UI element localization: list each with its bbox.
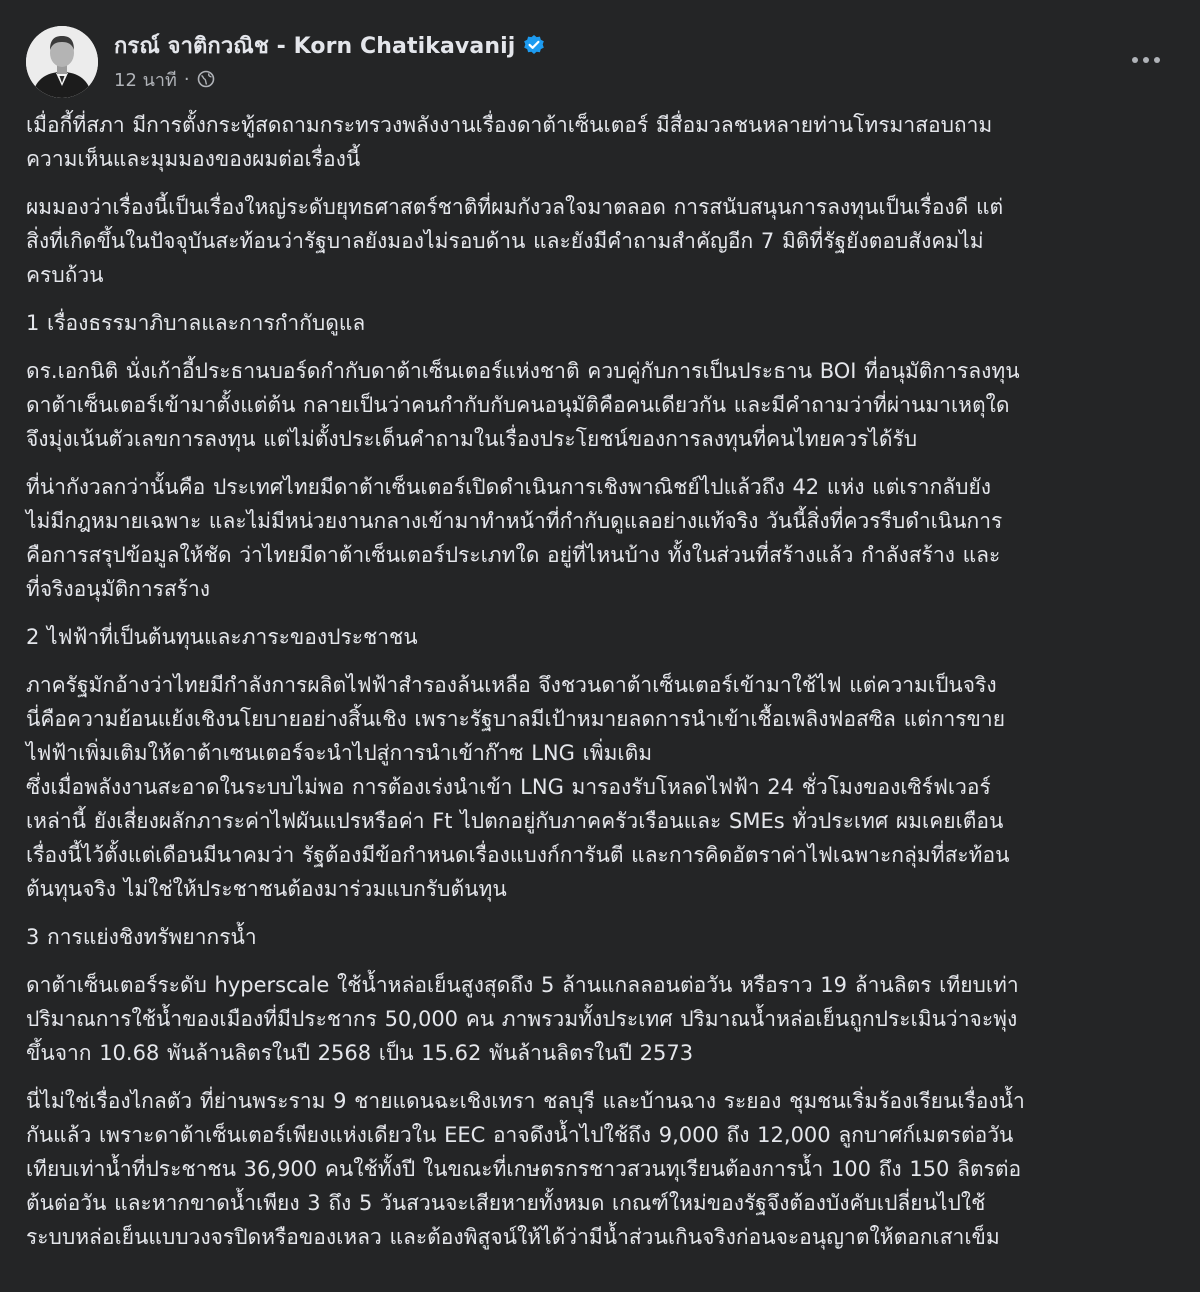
globe-icon[interactable] [197, 70, 215, 88]
paragraph-line: ซึ่งเมื่อพลังงานสะอาดในระบบไม่พอ การต้องเร่งนำเข้า LNG มารองรับโหลดไฟฟ้า 24 ชั่วโมงของเซิร์ฟเวอร์ [26, 775, 991, 799]
paragraph-line: ที่น่ากังวลกว่านั้นคือ ประเทศไทยมีดาต้าเซ็นเตอร์เปิดดำเนินการเชิงพาณิชย์ไปแล้วถึง 42 แห่ง แต่เรากลับยัง [26, 475, 992, 499]
post-paragraph [26, 920, 1176, 954]
post-timestamp[interactable]: 12 นาที [114, 69, 177, 91]
paragraph-line: ผมมองว่าเรื่องนี้เป็นเรื่องใหญ่ระดับยุทธศาสตร์ชาติที่ผมกังวลใจมาตลอด การสนับสนุนการลงทุนเป็นเรื่องดี แต่ [26, 195, 1004, 219]
paragraph-line: ดาต้าเซ็นเตอร์ระดับ hyperscale ใช้น้ำหล่อเย็นสูงสุดถึง 5 ล้านแกลลอนต่อวัน หรือราว 19 ล้านลิตร เทียบเท่า [26, 973, 1019, 997]
more-horizontal-icon [1131, 56, 1161, 64]
paragraph-line: ปริมาณการใช้น้ำของเมืองที่มีประชากร 50,000 คน ภาพรวมทั้งประเทศ ปริมาณน้ำหล่อเย็นถูกประเมินว่าจะพุ่ง [26, 1007, 1018, 1031]
post-paragraph [26, 306, 1176, 340]
post-paragraph [26, 354, 1176, 456]
paragraph-line: กันแล้ว เพราะดาต้าเซ็นเตอร์เพียงแห่งเดียวใน EEC อาจดึงน้ำไปใช้ถึง 9,000 ถึง 12,000 ลูกบาศก์เมตรต่อวัน [26, 1123, 1014, 1147]
paragraph-line: เทียบเท่าน้ำที่ประชาชน 36,900 คนใช้ทั้งปี ในขณะที่เกษตรกรชาวสวนทุเรียนต้องการน้ำ 100 ถึง 150 ลิตรต่อ [26, 1157, 1022, 1181]
paragraph-line: นี่คือความย้อนแย้งเชิงนโยบายอย่างสิ้นเชิง เพราะรัฐบาลมีเป้าหมายลดการนำเข้าเชื้อเพลิงฟอสซิล แต่การขาย [26, 707, 1006, 731]
paragraph-line: 2 ไฟฟ้าที่เป็นต้นทุนและภาระของประชาชน [26, 625, 418, 649]
paragraph-line: จึงมุ่งเน้นตัวเลขการลงทุน แต่ไม่ตั้งประเด็นคำถามในเรื่องประโยชน์ของการลงทุนที่คนไทยควรได้รับ [26, 427, 918, 451]
paragraph-line: ที่จริงอนุมัติการสร้าง [26, 577, 211, 601]
paragraph-line: เหล่านี้ ยังเสี่ยงผลักภาระค่าไฟผันแปรหรือค่า Ft ไปตกอยู่กับภาคครัวเรือนและ SMEs ทั่วประเทศ ผมเคยเตือน [26, 809, 1004, 833]
verified-badge-icon [523, 34, 545, 56]
post-paragraph [26, 668, 1176, 906]
paragraph-line: ไม่มีกฎหมายเฉพาะ และไม่มีหน่วยงานกลางเข้ามาทำหน้าที่กำกับดูแลอย่างแท้จริง วันนี้สิ่งที่ควรรีบดำเนินการ [26, 509, 1003, 533]
paragraph-line: ดร.เอกนิติ นั่งเก้าอี้ประธานบอร์ดกำกับดาต้าเซ็นเตอร์แห่งชาติ ควบคู่กับการเป็นประธาน BOI ที่อนุมัติการลงทุน [26, 359, 1020, 383]
paragraph-line: ครบถ้วน [26, 263, 104, 287]
paragraph-line: ภาครัฐมักอ้างว่าไทยมีกำลังการผลิตไฟฟ้าสำรองล้นเหลือ จึงชวนดาต้าเซ็นเตอร์เข้ามาใช้ไฟ แต่ความเป็นจริง [26, 673, 997, 697]
avatar-portrait [26, 26, 98, 98]
paragraph-line: ดาต้าเซ็นเตอร์เข้ามาตั้งแต่ต้น กลายเป็นว่าคนกำกับกับคนอนุมัติคือคนเดียวกัน และมีคำถามว่าที่ผ่านมาเหตุใด [26, 393, 1010, 417]
paragraph-line: ขึ้นจาก 10.68 พันล้านลิตรในปี 2568 เป็น 15.62 พันล้านลิตรในปี 2573 [26, 1041, 694, 1065]
paragraph-line: นี่ไม่ใช่เรื่องไกลตัว ที่ย่านพระราม 9 ชายแดนฉะเชิงเทรา ชลบุรี และบ้านฉาง ระยอง ชุมชนเริ่มร้องเรียนเรื่องน้ำ [26, 1089, 1025, 1113]
paragraph-line: 3 การแย่งชิงทรัพยากรน้ำ [26, 925, 257, 949]
paragraph-line: เรื่องนี้ไว้ตั้งแต่เดือนมีนาคมว่า รัฐต้องมีข้อกำหนดเรื่องแบงก์การันตี และการคิดอัตราค่าไฟเฉพาะกลุ่มที่สะท้อน [26, 843, 1010, 867]
paragraph-line: 1 เรื่องธรรมาภิบาลและการกำกับดูแล [26, 311, 366, 335]
post-meta [114, 66, 215, 92]
post-body [26, 108, 1176, 1268]
paragraph-line: ไฟฟ้าเพิ่มเติมให้ดาต้าเซนเตอร์จะนำไปสู่การนำเข้าก๊าซ LNG เพิ่มเติม [26, 741, 653, 765]
author-name-row [114, 30, 545, 60]
paragraph-line: ความเห็นและมุมมองของผมต่อเรื่องนี้ [26, 147, 361, 171]
paragraph-line: คือการสรุปข้อมูลให้ชัด ว่าไทยมีดาต้าเซ็นเตอร์ประเภทใด อยู่ที่ไหนบ้าง ทั้งในส่วนที่สร้างแล้ว กำลังสร้าง และ [26, 543, 1001, 567]
post-header [26, 26, 1174, 100]
paragraph-line: ต้นทุนจริง ไม่ใช่ให้ประชาชนต้องมาร่วมแบกรับต้นทุน [26, 877, 507, 901]
post-paragraph [26, 620, 1176, 654]
paragraph-line: ต้นต่อวัน และหากขาดน้ำเพียง 3 ถึง 5 วันสวนจะเสียหายทั้งหมด เกณฑ์ใหม่ของรัฐจึงต้องบังคับเปลี่ยนไปใช้ [26, 1191, 986, 1215]
paragraph-line: เมื่อกี้ที่สภา มีการตั้งกระทู้สดถามกระทรวงพลังงานเรื่องดาต้าเซ็นเตอร์ มีสื่อมวลชนหลายท่านโทรมาสอบถาม [26, 113, 993, 137]
more-options-button[interactable] [1126, 44, 1166, 76]
post-paragraph [26, 1084, 1176, 1254]
paragraph-line: ระบบหล่อเย็นแบบวงจรปิดหรือของเหลว และต้องพิสูจน์ให้ได้ว่ามีน้ำส่วนเกินจริงก่อนจะอนุญาตให้ตอกเสาเข็ม [26, 1225, 1000, 1249]
meta-separator: · [183, 68, 190, 90]
post-paragraph [26, 190, 1176, 292]
author-name[interactable]: กรณ์ จาติกวณิช - Korn Chatikavanij [114, 33, 516, 59]
post-paragraph [26, 108, 1176, 176]
post-paragraph [26, 470, 1176, 606]
paragraph-line: สิ่งที่เกิดขึ้นในปัจจุบันสะท้อนว่ารัฐบาลยังมองไม่รอบด้าน และยังมีคำถามสำคัญอีก 7 มิติที่รัฐยังตอบสังคมไม่ [26, 229, 984, 253]
author-avatar[interactable] [26, 26, 98, 98]
post-paragraph [26, 968, 1176, 1070]
